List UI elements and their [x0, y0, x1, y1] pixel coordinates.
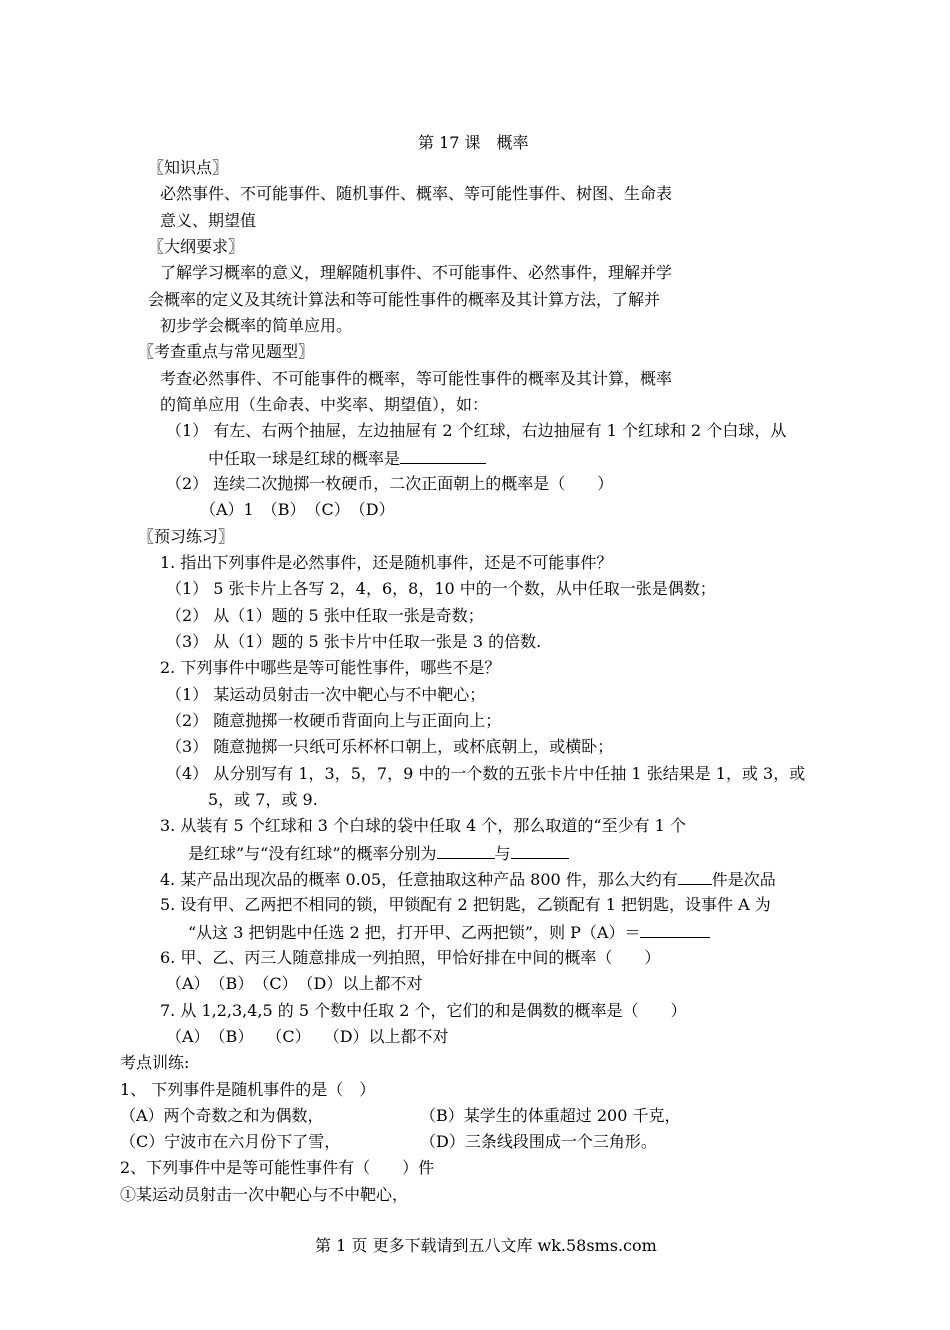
preview-line-6: （1） 某运动员射击一次中靶心与不中靶心； — [166, 685, 486, 704]
training-q2: 2、下列事件中是等可能性事件有（ ）件 — [120, 1158, 435, 1177]
preview-line-13 — [160, 869, 776, 890]
focus-q2-line-1: （2） 连续二次抛掷一枚硬币，二次正面朝上的概率是（ ） — [166, 474, 614, 493]
knowledge-line-1: 必然事件、不可能事件、随机事件、概率、等可能性事件、树图、生命表 — [160, 184, 673, 203]
focus-header: 〖考查重点与常见题型〗 — [138, 342, 315, 361]
answer-blank — [640, 922, 710, 938]
preview-line-19: （A） （B） （C） （D）以上都不对 — [166, 1027, 449, 1046]
knowledge-header: 〖知识点〗 — [148, 158, 229, 177]
preview-q4-tail: 件是次品 — [711, 870, 776, 889]
syllabus-line-3: 初步学会概率的简单应用。 — [160, 316, 353, 335]
focus-line-1: 考查必然事件、不可能事件的概率，等可能性事件的概率及其计算，概率 — [160, 369, 673, 388]
answer-blank — [437, 843, 495, 859]
focus-q1-line-2 — [208, 448, 486, 469]
preview-line-2: （1） 5 张卡片上各写 2，4，6，8，10 中的一个数，从中任取一张是偶数； — [166, 579, 716, 598]
answer-blank — [400, 448, 486, 464]
preview-line-15 — [188, 922, 710, 943]
preview-line-7: （2） 随意抛掷一枚硬币背面向上与正面向上； — [166, 711, 502, 730]
preview-line-8: （3） 随意抛掷一只纸可乐杯杯口朝上，或杯底朝上，或横卧； — [166, 737, 614, 756]
training-q1: 1、 下列事件是随机事件的是（ ） — [120, 1080, 376, 1099]
preview-q4-text: 4. 某产品出现次品的概率 0.05，任意抽取这种产品 800 件，那么大约有 — [160, 870, 678, 889]
focus-q1-text: 中任取一球是红球的概率是 — [208, 449, 401, 468]
answer-blank — [678, 869, 712, 885]
preview-line-12 — [188, 843, 569, 864]
preview-line-1: 1. 指出下列事件是必然事件，还是随机事件，还是不可能事件？ — [160, 553, 613, 572]
preview-line-5: 2. 下列事件中哪些是等可能性事件，哪些不是？ — [160, 658, 501, 677]
training-q1-option-d: （D）三条线段围成一个三角形。 — [420, 1132, 657, 1151]
preview-line-11: 3. 从装有 5 个红球和 3 个白球的袋中任取 4 个，那么取道的“至少有 1 个 — [160, 816, 686, 835]
answer-blank — [511, 843, 569, 859]
preview-line-10: 5，或 7，或 9. — [208, 790, 318, 809]
preview-line-3: （2） 从（1）题的 5 张中任取一张是奇数； — [166, 606, 484, 625]
training-q2-item-1: ①某运动员射击一次中靶心与不中靶心， — [120, 1185, 409, 1204]
training-q1-option-a: （A）两个奇数之和为偶数， — [120, 1106, 324, 1125]
page-footer: 第 1 页 更多下载请到五八文库 wk.58sms.com — [315, 1236, 657, 1255]
preview-header: 〖预习练习〗 — [138, 527, 235, 546]
knowledge-line-2: 意义、期望值 — [160, 211, 257, 230]
preview-q3-and: 与 — [494, 844, 511, 863]
training-q1-option-c: （C）宁波市在六月份下了雪， — [120, 1132, 341, 1151]
focus-q1-line-1: （1） 有左、右两个抽屉，左边抽屉有 2 个红球，右边抽屉有 1 个红球和 2 个白球，从 — [166, 421, 787, 440]
syllabus-line-1: 了解学习概率的意义，理解随机事件、不可能事件、必然事件，理解并学 — [160, 263, 673, 282]
page-title: 第 17 课 概率 — [418, 133, 529, 152]
syllabus-line-2: 会概率的定义及其统计算法和等可能性事件的概率及其计算方法，了解并 — [148, 290, 661, 309]
preview-line-17: （A） （B） （C） （D）以上都不对 — [166, 974, 423, 993]
preview-q3-text: 是红球”与“没有红球”的概率分别为 — [188, 844, 437, 863]
training-header: 考点训练: — [120, 1053, 190, 1072]
training-q1-option-b: （B）某学生的体重超过 200 千克， — [420, 1106, 681, 1125]
preview-q5-text: “从这 3 把钥匙中任选 2 把，打开甲、乙两把锁”，则 P（A）＝ — [188, 923, 641, 942]
focus-line-2: 的简单应用（生命表、中奖率、期望值），如： — [160, 395, 489, 414]
syllabus-header: 〖大纲要求〗 — [148, 237, 245, 256]
preview-line-4: （3） 从（1）题的 5 张卡片中任取一张是 3 的倍数. — [166, 632, 542, 651]
preview-line-16: 6. 甲、乙、丙三人随意排成一列拍照，甲恰好排在中间的概率（ ） — [160, 948, 661, 967]
focus-q2-options: （A）1 （B） （C） （D） — [200, 500, 395, 519]
preview-line-14: 5. 设有甲、乙两把不相同的锁，甲锁配有 2 把钥匙，乙锁配有 1 把钥匙，设事件 A 为 — [160, 895, 771, 914]
preview-line-18: 7. 从 1,2,3,4,5 的 5 个数中任取 2 个，它们的和是偶数的概率是（ ） — [160, 1001, 687, 1020]
preview-line-9: （4） 从分别写有 1，3，5，7，9 中的一个数的五张卡片中任抽 1 张结果是 1，或 3，或 — [166, 764, 806, 783]
